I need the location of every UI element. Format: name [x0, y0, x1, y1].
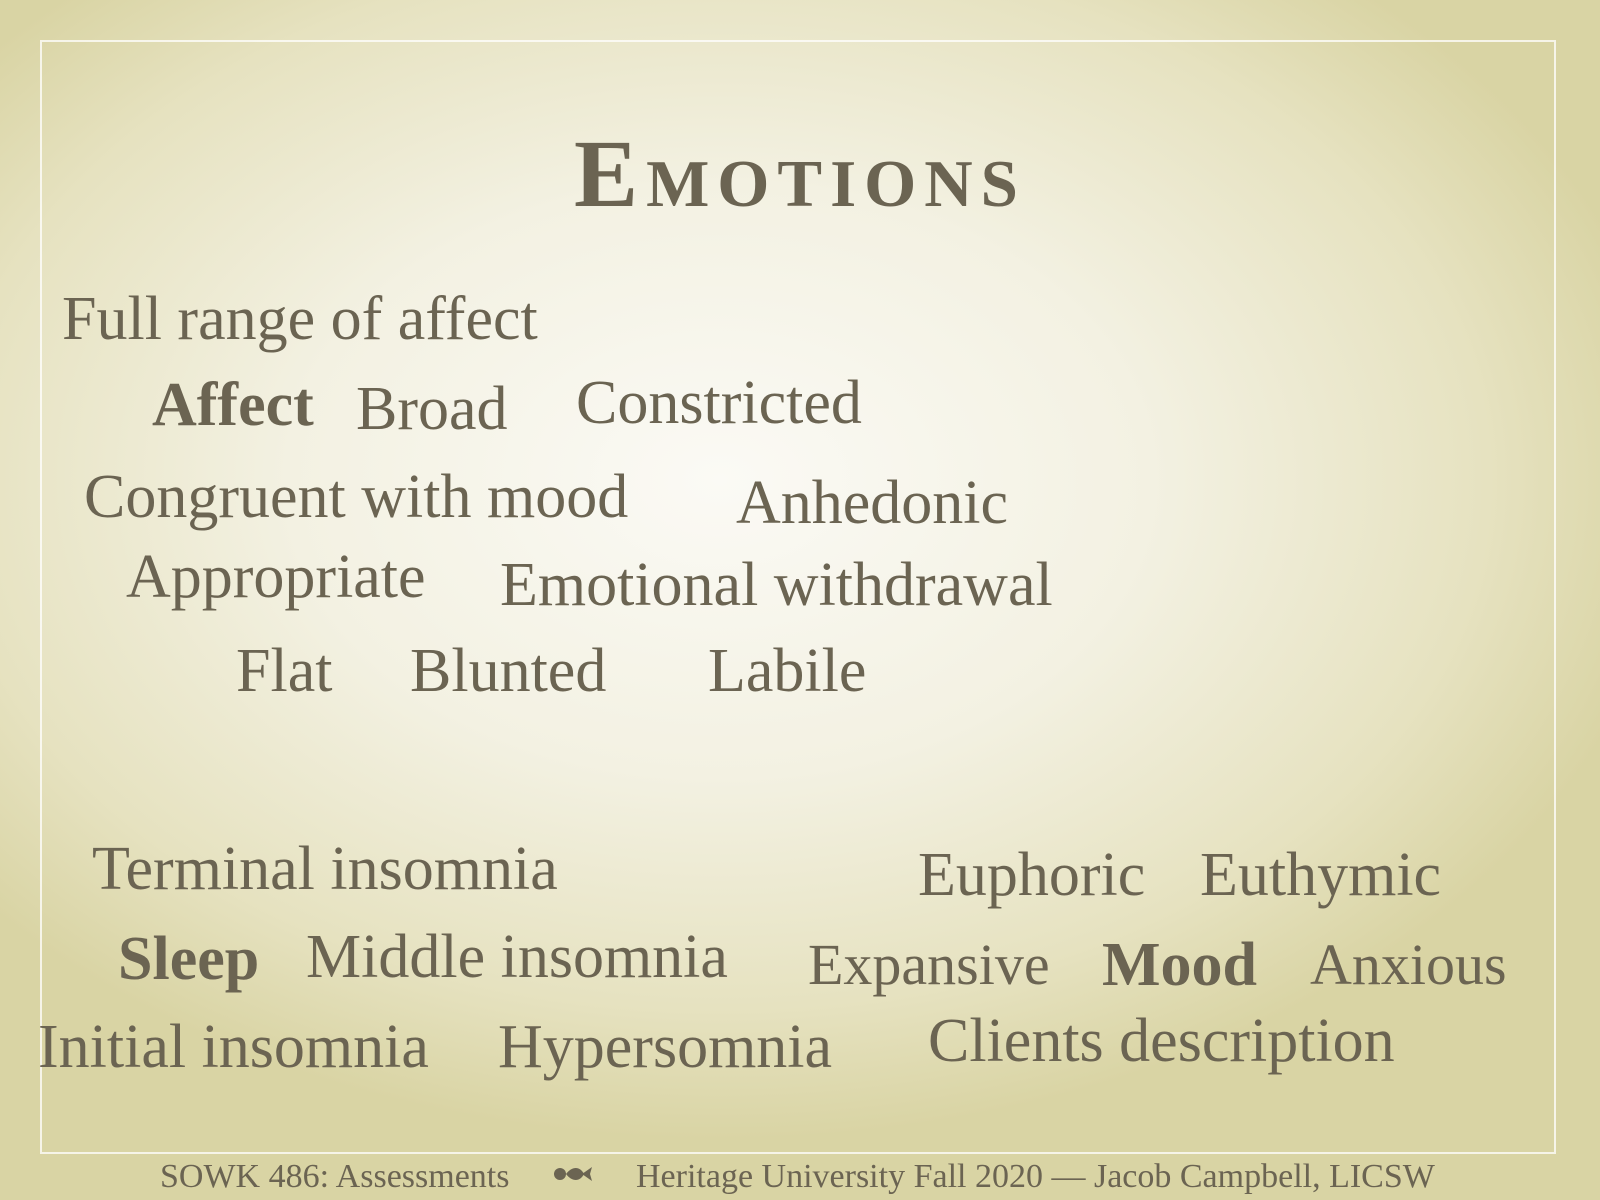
term-constricted: Constricted	[576, 369, 862, 437]
term-terminal-insomnia: Terminal insomnia	[92, 835, 558, 903]
term-euthymic: Euthymic	[1200, 841, 1442, 909]
term-hypersomnia: Hypersomnia	[498, 1013, 833, 1081]
term-emotional-withdrawal: Emotional withdrawal	[500, 551, 1053, 619]
term-full-range-of-affect: Full range of affect	[62, 285, 538, 353]
term-broad: Broad	[356, 375, 508, 443]
affect-label: Affect	[152, 371, 314, 439]
term-clients-description: Clients description	[928, 1007, 1395, 1075]
term-flat: Flat	[236, 637, 333, 705]
term-anxious: Anxious	[1310, 932, 1507, 997]
term-appropriate: Appropriate	[126, 543, 426, 611]
footer-credit: Heritage University Fall 2020 — Jacob Campbell, LICSW	[636, 1158, 1435, 1195]
term-labile: Labile	[708, 637, 867, 705]
term-congruent-with-mood: Congruent with mood	[84, 463, 629, 531]
term-blunted: Blunted	[410, 637, 607, 705]
footer-course: SOWK 486: Assessments	[160, 1158, 510, 1195]
term-middle-insomnia: Middle insomnia	[306, 923, 728, 991]
term-initial-insomnia: Initial insomnia	[38, 1013, 429, 1081]
term-anhedonic: Anhedonic	[736, 469, 1009, 537]
term-expansive: Expansive	[808, 932, 1050, 997]
mood-label: Mood	[1102, 931, 1257, 999]
fleuron-icon	[552, 1162, 600, 1197]
sleep-label: Sleep	[118, 925, 260, 993]
term-euphoric: Euphoric	[918, 841, 1146, 909]
slide-title: Emotions	[574, 120, 1026, 227]
